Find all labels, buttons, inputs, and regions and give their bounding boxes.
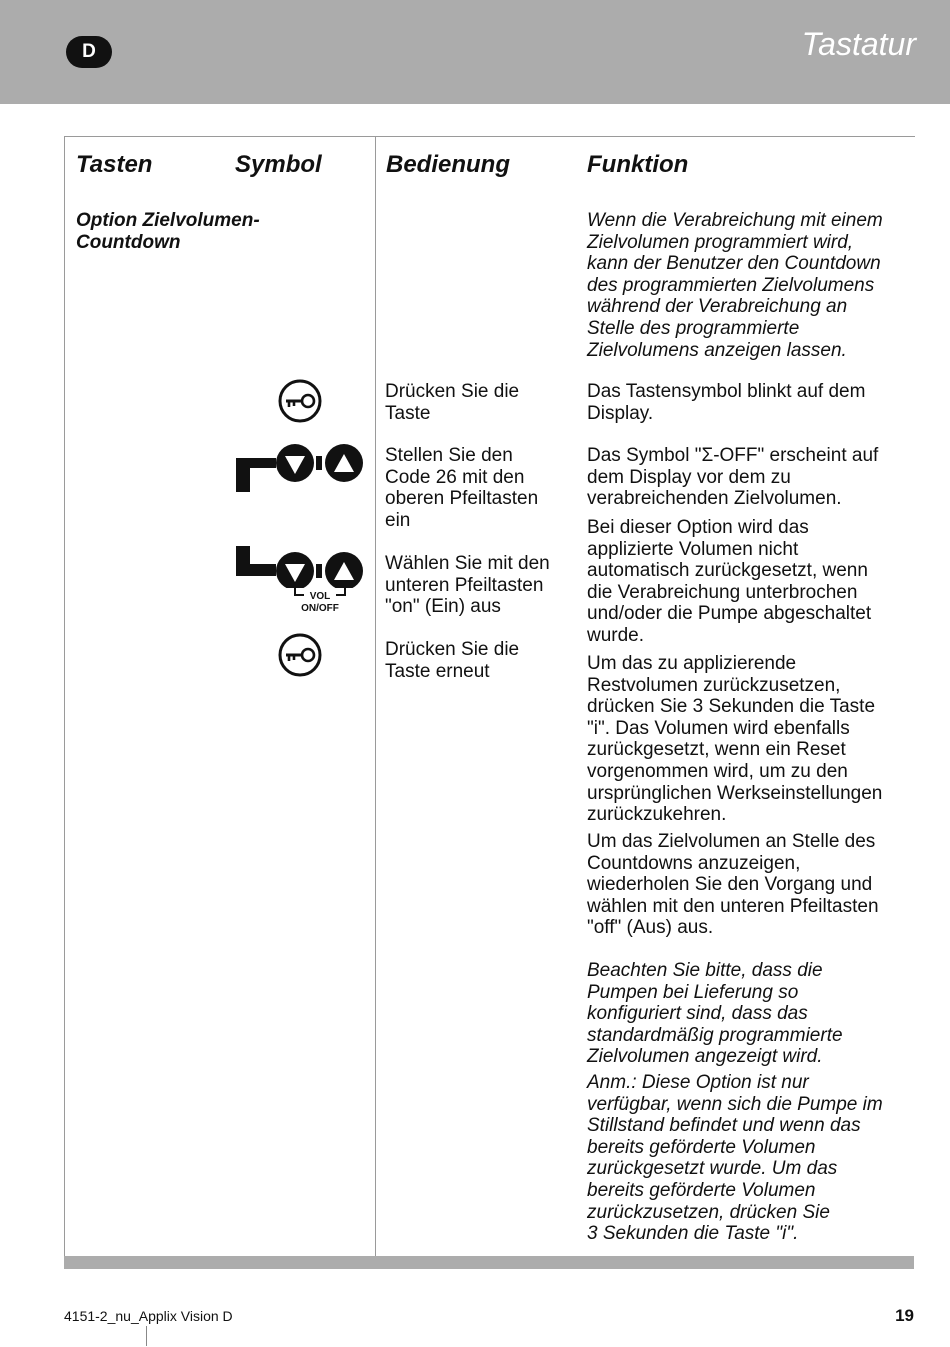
column-heading-operation: Bedienung (386, 151, 510, 178)
function-paragraph: Bei dieser Option wird das applizierte Volumen nicht automatisch zurückgesetzt, wenn die Verabreichung unterbrochen und/oder die Pumpe abgeschaltet wurde. (587, 517, 872, 646)
column-divider (375, 136, 376, 1258)
step-1-function: Das Tastensymbol blinkt auf dem Display. (587, 381, 866, 424)
note-paragraph: Beachten Sie bitte, dass die Pumpen bei Lieferung so konfiguriert sind, dass das standardmäßig programmierte Zielvolumen angezeigt wird. (587, 960, 843, 1068)
footer-mark (146, 1326, 147, 1346)
upper-arrow-keys-icon (236, 442, 366, 496)
note-paragraph: Anm.: Diese Option ist nur verfügbar, wenn sich die Pumpe im Stillstand befindet und wenn das bereits geförderte Volumen zurückgesetzt wurde. Um das bereits geförderte Volumen zurückzusetzen, drücken Sie 3 Sekunden die Taste "i". (587, 1072, 883, 1245)
step-2-operation: Stellen Sie den Code 26 mit den oberen Pfeiltasten ein (385, 445, 539, 531)
column-heading-symbol: Symbol (235, 151, 322, 178)
option-title: Option Zielvolumen- Countdown (76, 210, 260, 253)
page-number: 19 (895, 1306, 914, 1325)
key-icon (277, 632, 323, 678)
footer-doc-ref: 4151-2_nu_Applix Vision D (64, 1308, 233, 1324)
on-off-label: ON/OFF (301, 603, 339, 614)
lower-arrow-keys-icon (236, 544, 366, 588)
column-heading-keys: Tasten (76, 151, 153, 178)
function-paragraph: Um das zu applizierende Restvolumen zurückzusetzen, drücken Sie 3 Sekunden die Taste "i". Das Volumen wird ebenfalls zurückgesetzt, wenn ein Reset vorgenommen wird, um zu den ursprünglichen Werkseinstellungen zurückzukehren. (587, 653, 883, 826)
vol-on-off-bracket-icon (292, 586, 348, 614)
key-icon (277, 378, 323, 424)
step-1-operation: Drücken Sie die Taste (385, 381, 520, 424)
table-bottom-band (64, 1256, 914, 1269)
step-3-operation: Wählen Sie mit den unteren Pfeiltasten "on" (Ein) aus (385, 553, 550, 618)
step-2-function: Das Symbol "Σ-OFF" erscheint auf dem Display vor dem zu verabreichenden Zielvolumen. (587, 445, 879, 510)
intro-text: Wenn die Verabreichung mit einem Zielvolumen programmiert wird, kann der Benutzer den Countdown des programmierten Zielvolumens während der Verabreichung an Stelle des programmierte Zielvolumens anzeigen lassen. (587, 210, 883, 361)
vol-label: VOL (309, 591, 331, 602)
language-badge: D (66, 36, 112, 68)
function-paragraph: Um das Zielvolumen an Stelle des Countdowns anzuzeigen, wiederholen Sie den Vorgang und wählen mit den unteren Pfeiltasten "off" (Aus) aus. (587, 831, 879, 939)
page-title: Tastatur (801, 26, 916, 62)
column-heading-function: Funktion (587, 151, 689, 178)
step-4-operation: Drücken Sie die Taste erneut (385, 639, 520, 682)
